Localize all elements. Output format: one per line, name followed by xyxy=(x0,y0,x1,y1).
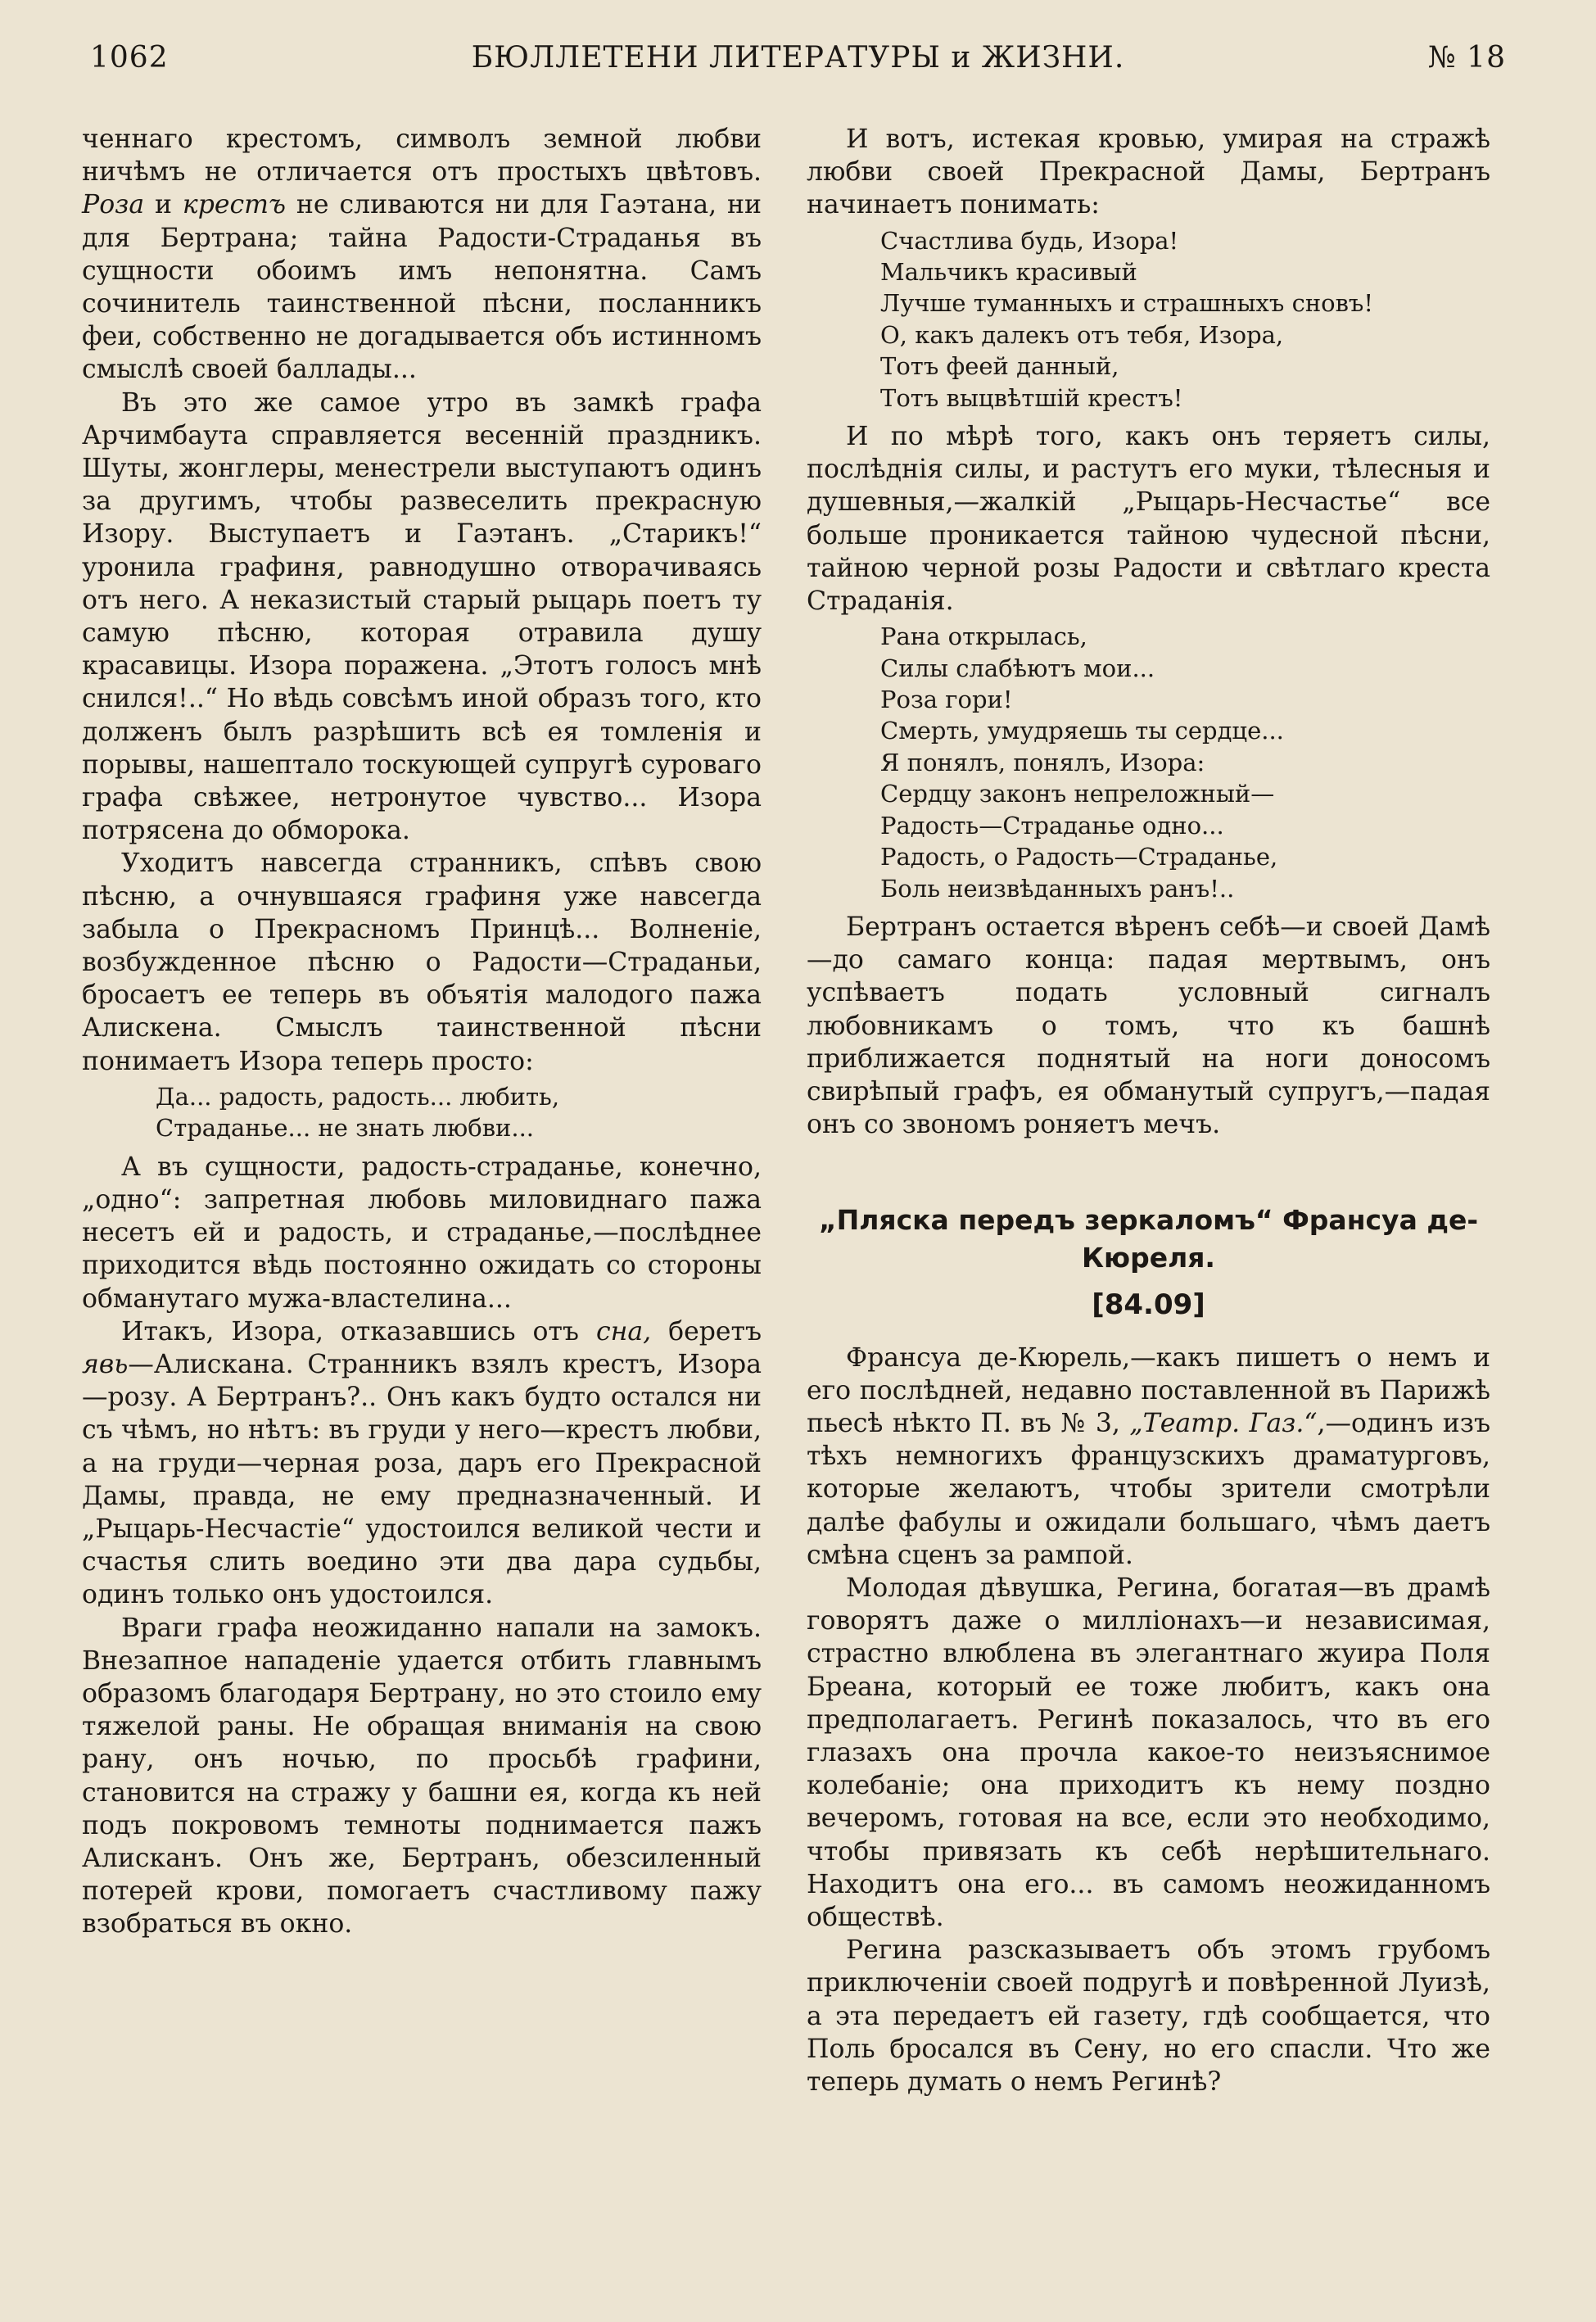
poem-line: Тотъ выцвѣтшій крестъ! xyxy=(880,383,1183,412)
paragraph: И вотъ, истекая кровью, умирая на стражѣ любви своей Прекрасной Дамы, Бертранъ начинаетъ понимать: xyxy=(807,124,1490,220)
paragraph: А въ сущности, радость-страданье, конечно, „одно“: запретная любовь миловиднаго пажа несетъ ей и радость, и страданье,—послѣднее приходится вѣдь постоянно ожидать со стороны обманутаго мужа-властелина... xyxy=(82,1152,762,1314)
left-column xyxy=(82,123,762,2297)
paragraph: И по мѣрѣ того, какъ онъ теряетъ силы, послѣднія силы, и растутъ его муки, тѣлесныя и душевныя,—жалкій „Рыцарь-Несчастье“ все больше проникается тайною чудесной пѣсни, тайною черной розы Радости и свѣтлаго креста Страданія. xyxy=(807,422,1490,617)
paragraph: Враги графа неожиданно напали на замокъ. Внезапное нападеніе удается отбить главнымъ образомъ благодаря Бертрану, но это стоило ему тяжелой раны. Не обращая вниманія на свою рану, онъ ночью, по просьбѣ графини, становится на стражу у башни ея, когда къ ней подъ покровомъ темноты поднимается пажъ Алисканъ. Онъ же, Бертранъ, обезсиленный потерей крови, помогаетъ счастливому пажу взобраться въ окно. xyxy=(82,1613,762,1940)
running-header xyxy=(82,41,1514,90)
poem-quote xyxy=(880,225,1490,414)
section-heading: „Пляска передъ зеркаломъ“ Франсуа де-Кюреля. xyxy=(818,1204,1479,1274)
poem-line: Мальчикъ красивый xyxy=(880,258,1137,287)
poem-line: Тотъ феей данный, xyxy=(880,352,1119,381)
poem-line: Лучше туманныхъ и страшныхъ сновъ! xyxy=(880,289,1374,318)
poem-line: Сердцу законъ непреложный— xyxy=(880,780,1275,808)
page-number: 1062 xyxy=(90,41,169,75)
poem-line: Роза гори! xyxy=(880,686,1013,714)
paragraph: Франсуа де-Кюрель,—какъ пишетъ о немъ и его послѣдней, недавно поставленной въ Парижѣ пьесѣ нѣкто П. въ № 3, „Театр. Газ.“,—одинъ изъ тѣхъ немногихъ французскихъ драматурговъ, которые желаютъ, чтобы зрители смотрѣли далѣе фабулы и ожидали большаго, чѣмъ даетъ смѣна сценъ за рампой. xyxy=(807,1342,1490,1570)
poem-line: Рана открылась, xyxy=(880,622,1087,651)
paragraph: ченнаго крестомъ, символъ земной любви ничѣмъ не отличается отъ простыхъ цвѣтовъ. Роза и крестъ не сливаются ни для Гаэтана, ни для Бертрана; тайна Радости-Страданья въ сущности обоимъ имъ непонятна. Самъ сочинитель таинственной пѣсни, посланникъ феи, собственно не догадывается объ истинномъ смыслѣ своей баллады... xyxy=(82,124,762,385)
paragraph: Итакъ, Изора, отказавшись отъ сна, беретъ явь—Алискана. Странникъ взялъ крестъ, Изора—розу. А Бертранъ?.. Онъ какъ будто остался ни съ чѣмъ, но нѣтъ: въ груди у него—крестъ любви, а на груди—черная роза, даръ его Прекрасной Дамы, правда, не ему предназначенный. И „Рыцарь-Несчастіе“ удостоился великой чести и счастья слить воедино эти два дара судьбы, одинъ только онъ удостоился. xyxy=(82,1316,762,1610)
poem-line: Смерть, умудряешь ты сердце... xyxy=(880,717,1284,745)
poem-quote xyxy=(156,1081,762,1144)
paragraph: Регина разсказываетъ объ этомъ грубомъ приключеніи своей подругѣ и повѣренной Луизѣ, а эта передаетъ ей газету, гдѣ сообщается, что Поль бросался въ Сену, но его спасли. Что же теперь думать о немъ Регинѣ? xyxy=(807,1935,1490,2098)
paragraph: Молодая дѣвушка, Регина, богатая—въ драмѣ говорятъ даже о милліонахъ—и независимая, страстно влюблена въ элегантнаго жуира Поля Бреана, который ее тоже любитъ, какъ она предполагаетъ. Регинѣ показалось, что въ его глазахъ она прочла какое-то неизъяснимое колебаніе; она приходитъ къ нему поздно вечеромъ, готовая на все, если это необходимо, чтобы привязать къ себѣ нерѣшительнаго. Находитъ она его... въ самомъ неожиданномъ обществѣ. xyxy=(807,1573,1490,1932)
poem-line: Силы слабѣютъ мои... xyxy=(880,654,1155,682)
poem-line: Страданье... не знать любви... xyxy=(156,1114,535,1143)
poem-line: Да... радость, радость... любить, xyxy=(156,1082,560,1111)
journal-title: БЮЛЛЕТЕНИ ЛИТЕРАТУРЫ и ЖИЗНИ. xyxy=(471,41,1125,75)
paragraph: Уходитъ навсегда странникъ, спѣвъ свою пѣсню, а очнувшаяся графиня уже навсегда забыла о Прекрасномъ Принцѣ... Волненіе, возбужденное пѣсню о Радости—Страданьи, бросаетъ ее теперь въ объятія малодого пажа Алискена. Смыслъ таинственной пѣсни понимаетъ Изора теперь просто: xyxy=(82,849,762,1076)
poem-line: Радость, о Радость—Страданье, xyxy=(880,843,1278,871)
poem-quote xyxy=(880,621,1490,904)
section-code: [84.09] xyxy=(1092,1288,1205,1322)
poem-line: О, какъ далекъ отъ тебя, Изора, xyxy=(880,320,1284,349)
poem-line: Радость—Страданье одно... xyxy=(880,811,1224,840)
paragraph: Бертранъ остается вѣренъ себѣ—и своей Дамѣ—до самаго конца: падая мертвымъ, онъ успѣваетъ подать условный сигналъ любовникамъ о томъ, что къ башнѣ приближается поднятый на ноги доносомъ свирѣпый графъ, ея обманутый супругъ,—падая онъ со звономъ роняетъ мечъ. xyxy=(807,912,1490,1140)
poem-line: Я понялъ, понялъ, Изора: xyxy=(880,748,1205,776)
paragraph: Въ это же самое утро въ замкѣ графа Арчимбаута справляется весенній праздникъ. Шуты, жонглеры, менестрели выступаютъ одинъ за другимъ, чтобы развеселить прекрасную Изору. Выступаетъ и Гаэтанъ. „Старикъ!“ уронила графиня, равнодушно отворачиваясь отъ него. А неказистый старый рыцарь поетъ ту самую пѣсню, которая отравила душу красавицы. Изора поражена. „Этотъ голосъ мнѣ снился!..“ Но вѣдь совсѣмъ иной образъ того, кто долженъ былъ разрѣшить всѣ ея томленія и порывы, нашептало тоскующей супругѣ суроваго графа свѣжее, нетронутое чувство... Изора потрясена до обморока. xyxy=(82,387,762,846)
issue-number: № 18 xyxy=(1427,41,1506,75)
right-column xyxy=(807,123,1490,2297)
poem-line: Боль неизвѣданныхъ ранъ!.. xyxy=(880,874,1235,903)
poem-line: Счастлива будь, Изора! xyxy=(880,226,1179,255)
